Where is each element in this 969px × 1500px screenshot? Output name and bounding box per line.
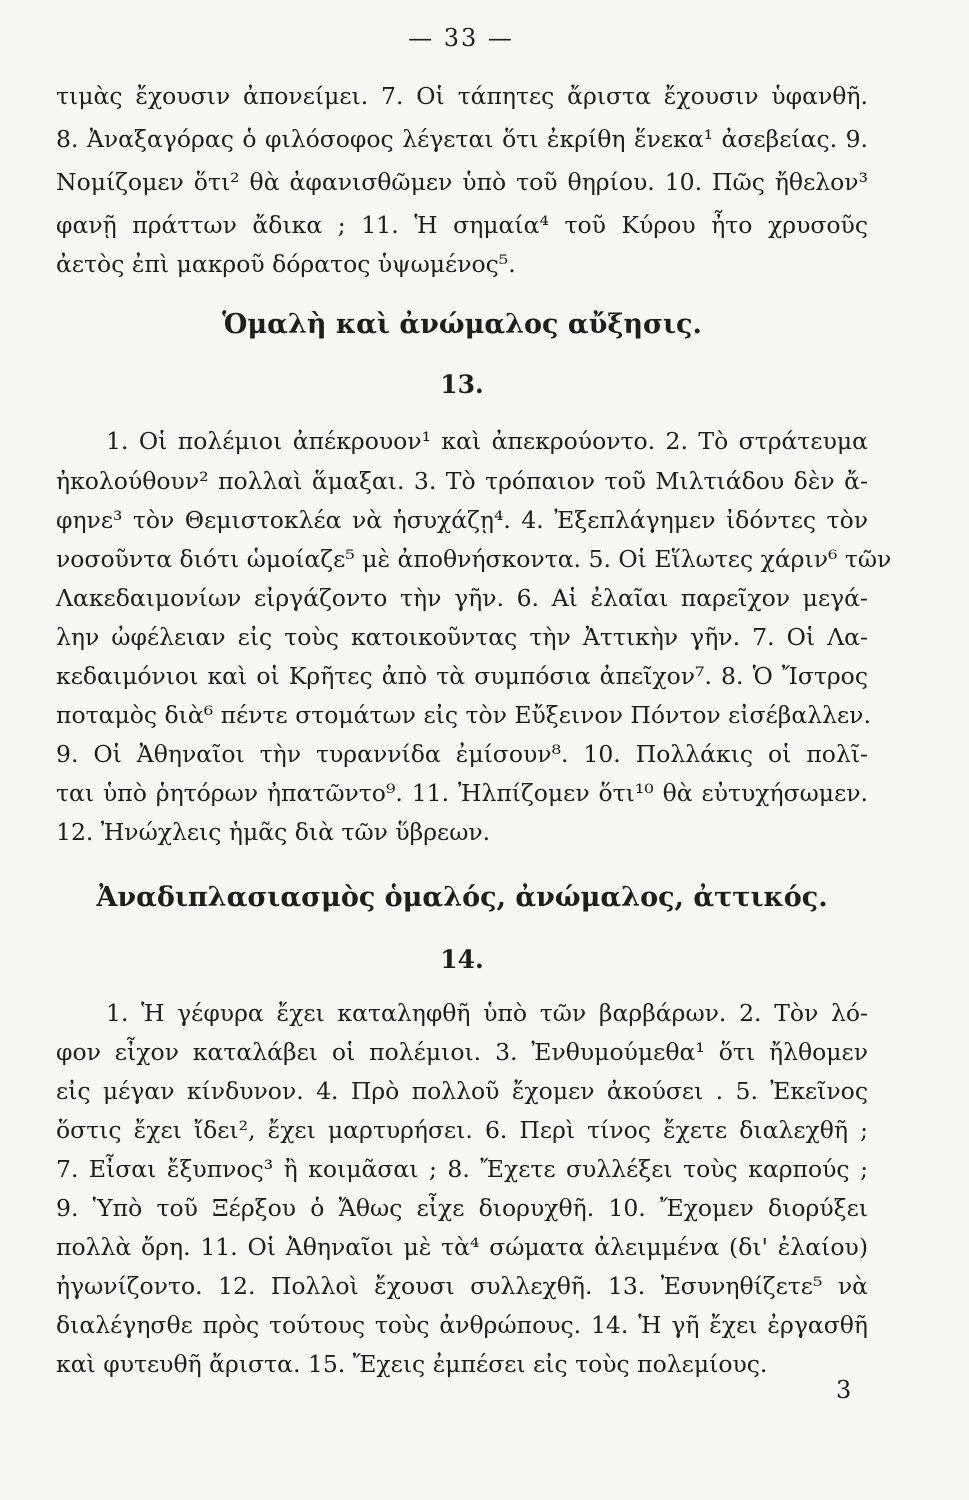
text-line: φηνε³ τὸν Θεμιστοκλέα νὰ ἡσυχάζῃ⁴. 4. Ἐξεπλάγημεν ἰδόντες τὸν (56, 506, 868, 534)
text-line: 9. Ὑπὸ τοῦ Ξέρξου ὁ Ἄθως εἶχε διορυχθῆ. 10. Ἔχομεν διορύξει (56, 1194, 868, 1222)
text-line: 12. Ἠνώχλεις ἡμᾶς διὰ τῶν ὕβρεων. (56, 818, 491, 846)
page-number: — 33 — (408, 24, 514, 52)
text-line: φανῇ πράττων ἄδικα ; 11. Ἡ σημαία⁴ τοῦ Κύρου ἦτο χρυσοῦς (56, 211, 868, 239)
exercise-number: 13. (440, 370, 484, 399)
text-line: λην ὠφέλειαν εἰς τοὺς κατοικοῦντας τὴν Ἀττικὴν γῆν. 7. Οἱ Λα- (56, 623, 868, 651)
text-line: φον εἶχον καταλάβει οἱ πολέμιοι. 3. Ἐνθυμούμεθα¹ ὅτι ἤλθομεν (56, 1038, 868, 1066)
text-line: νοσοῦντα διότι ὡμοίαζε⁵ μὲ ἀποθνήσκοντα. 5. Οἱ Εἵλωτες χάριν⁶ τῶν (56, 545, 892, 573)
text-line: καὶ φυτευθῆ ἄριστα. 15. Ἔχεις ἐμπέσει εἰς τοὺς πολεμίους. (56, 1350, 768, 1378)
text-line: Νομίζομεν ὅτι² θὰ ἀφανισθῶμεν ὑπὸ τοῦ θηρίου. 10. Πῶς ἤθελον³ (56, 168, 868, 196)
signature-mark: 3 (836, 1376, 852, 1404)
text-line: 9. Οἱ Ἀθηναῖοι τὴν τυραννίδα ἐμίσουν⁸. 10. Πολλάκις οἱ πολῖ- (56, 740, 868, 768)
text-line: διαλέγησθε πρὸς τούτους τοὺς ἀνθρώπους. 14. Ἡ γῆ ἔχει ἐργασθῆ (56, 1311, 868, 1339)
text-line: κεδαιμόνιοι καὶ οἱ Κρῆτες ἀπὸ τὰ συμπόσια ἀπεῖχον⁷. 8. Ὁ Ἴστρος (56, 662, 868, 690)
text-line: ἠγωνίζοντο. 12. Πολλοὶ ἔχουσι συλλεχθῆ. 13. Ἐσυνηθίζετε⁵ νὰ (56, 1272, 868, 1300)
text-line: 1. Ἡ γέφυρα ἔχει καταληφθῆ ὑπὸ τῶν βαρβάρων. 2. Τὸν λό- (106, 999, 868, 1027)
text-line: ποταμὸς διὰ⁶ πέντε στομάτων εἰς τὸν Εὔξεινον Πόντον εἰσέβαλλεν. (56, 701, 871, 729)
text-line: 1. Οἱ πολέμιοι ἀπέκρουον¹ καὶ ἀπεκρούοντο. 2. Τὸ στράτευμα (106, 427, 868, 455)
exercise-number: 14. (440, 945, 484, 974)
section-heading: Ἀναδιπλασιασμὸς ὁμαλός, ἀνώμαλος, ἀττικός. (96, 882, 828, 913)
text-line: εἰς μέγαν κίνδυνον. 4. Πρὸ πολλοῦ ἔχομεν ἀκούσει . 5. Ἐκεῖνος (56, 1077, 868, 1105)
text-line: 8. Ἀναξαγόρας ὁ φιλόσοφος λέγεται ὅτι ἐκρίθη ἕνεκα¹ ἀσεβείας. 9. (56, 125, 868, 153)
text-line: ἠκολούθουν² πολλαὶ ἅμαξαι. 3. Τὸ τρόπαιον τοῦ Μιλτιάδου δὲν ἄ- (56, 467, 868, 495)
text-line: ἀετὸς ἐπὶ μακροῦ δόρατος ὑψωμένος⁵. (56, 250, 516, 278)
section-heading: Ὁμαλὴ καὶ ἀνώμαλος αὔξησις. (222, 309, 702, 340)
text-line: ται ὑπὸ ῥητόρων ἠπατῶντο⁹. 11. Ἠλπίζομεν ὅτι¹⁰ θὰ εὐτυχήσωμεν. (56, 779, 868, 807)
text-line: Λακεδαιμονίων εἰργάζοντο τὴν γῆν. 6. Αἱ ἐλαῖαι παρεῖχον μεγά- (56, 584, 868, 612)
text-line: τιμὰς ἔχουσιν ἀπονείμει. 7. Οἱ τάπητες ἄριστα ἔχουσιν ὑφανθῆ. (56, 82, 868, 110)
text-line: πολλὰ ὄρη. 11. Οἱ Ἀθηναῖοι μὲ τὰ⁴ σώματα ἀλειμμένα (δι' ἐλαίου) (56, 1233, 868, 1261)
text-line: 7. Εἶσαι ἔξυπνος³ ἢ κοιμᾶσαι ; 8. Ἔχετε συλλέξει τοὺς καρπούς ; (56, 1155, 868, 1183)
text-line: ὅστις ἔχει ἴδει², ἔχει μαρτυρήσει. 6. Περὶ τίνος ἔχετε διαλεχθῆ ; (56, 1116, 868, 1144)
